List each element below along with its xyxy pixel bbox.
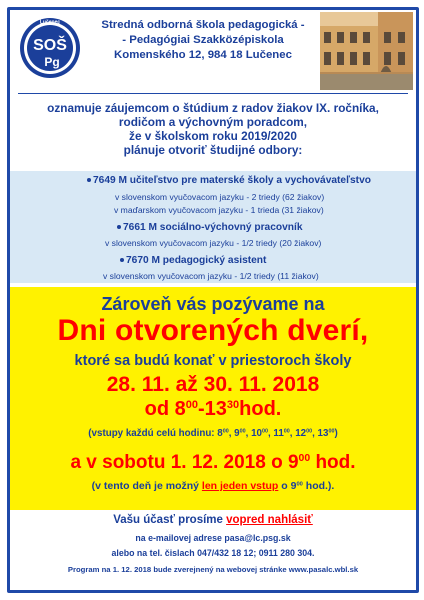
program-title: 7649 M učiteľstvo pre materské školy a vychovávateľstvo — [87, 175, 371, 186]
contact-phone: alebo na tel. čislach 047/432 18 12; 0911 280 304. — [111, 548, 315, 558]
program-title: 7661 M sociálno-výchovný pracovník — [117, 222, 303, 233]
intro-text — [20, 101, 406, 157]
school-name — [90, 18, 316, 63]
program-detail: v slovenskom vyučovacom jazyku - 2 triedy (62 žiakov) — [115, 192, 325, 202]
invite-line-3: ktoré sa budú konať v priestoroch školy — [74, 353, 352, 369]
bullet-icon — [120, 258, 124, 262]
school-building-photo — [320, 12, 413, 90]
header-divider — [18, 93, 408, 94]
saturday-note: (v tento deň je možný len jeden vstup o $9^{00}$ hod.). — [91, 480, 335, 492]
school-address: Komenského 12, 984 18 Lučenec — [114, 49, 292, 61]
program-detail: v maďarskom vyučovacom jazyku - 1 trieda (31 žiakov) — [114, 205, 324, 215]
contact-email: na e-mailovej adrese pasa@lc.psg.sk — [135, 533, 291, 543]
open-day-time: od $8^{00}-13^{30}hod$. — [144, 398, 282, 420]
intro-line-3: že v školskom roku 2019/2020 — [129, 129, 297, 143]
program-detail: v slovenskom vyučovacom jazyku - 1/2 triedy (11 žiakov) — [103, 271, 319, 281]
poster-frame — [7, 7, 419, 593]
logo-letters: Pg — [44, 55, 60, 69]
invite-line-1: Zároveň vás pozývame na — [101, 294, 325, 314]
bullet-icon — [87, 178, 91, 182]
program-detail: v slovenskom vyučovacom jazyku - 1/2 triedy (20 žiakov) — [105, 238, 322, 248]
intro-line-2: rodičom a výchovným poradcom, — [118, 115, 308, 129]
registration-request: Vašu účasť prosíme vopred nahlásiť — [113, 514, 313, 526]
school-name-sk: Stredná odborná škola pedagogická - — [101, 19, 305, 31]
open-day-headline: Dni otvorených dverí, — [57, 314, 369, 347]
study-programs — [10, 171, 416, 283]
intro-line-1: oznamuje záujemcom o štúdium z radov žiakov IX. ročníka, — [47, 101, 379, 115]
open-day-invitation — [10, 287, 416, 510]
school-name-hu: - Pedagógiai Szakközépiskola — [122, 34, 284, 46]
open-day-dates: 28. 11. až 30. 11. 2018 — [106, 373, 320, 396]
intro-line-4: plánuje otvoriť študijné odbory: — [123, 143, 303, 157]
entry-times: (vstupy každú celú hodinu: $8^{00}$, $9^{00}$, $10^{00}$, $11^{00}$, $12^{00}$, $13^{00}$) — [88, 428, 338, 439]
logo-ring-text: Lučenec — [39, 19, 61, 26]
program-website-note: Program na 1. 12. 2018 bude zverejnený na webovej stránke www.pasalc.wbl.sk — [67, 565, 359, 574]
school-logo — [18, 16, 82, 80]
logo-text: SOŠ — [33, 37, 67, 54]
saturday-open-day: a v sobotu 1. 12. 2018 o $9^{00}$ hod. — [70, 452, 356, 473]
bullet-icon — [117, 225, 121, 229]
program-title: 7670 M pedagogický asistent — [120, 255, 266, 266]
